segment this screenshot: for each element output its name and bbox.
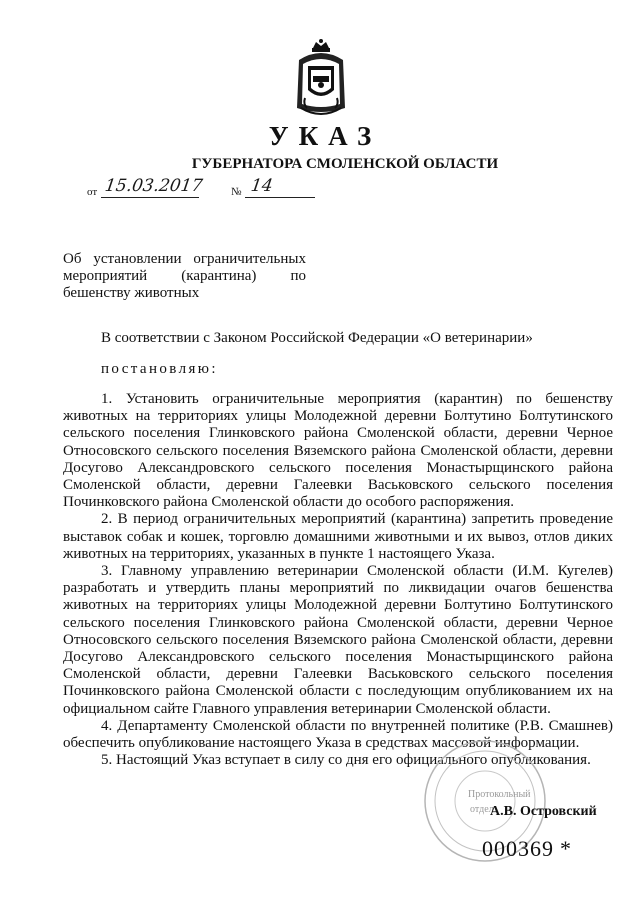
paragraph-4: 4. Департаменту Смоленской области по внутренней политике (Р.В. Смашнев) обеспечить опубликование настоящего Указа в средствах массовой информации. (63, 717, 613, 752)
coat-of-arms-emblem (291, 38, 351, 118)
date-prefix: от (87, 186, 98, 198)
paragraph-5: 5. Настоящий Указ вступает в силу со дня его официального опубликования. (101, 752, 591, 769)
paragraph-3: 3. Главному управлению ветеринарии Смоленской области (И.М. Кугелев) разработать и утвердить планы мероприятий по ликвидации очагов бешенства животных на территориях улицы Молодежной деревни Болтутино Болтутинского сельского поселения Глинковского района Смоленской области, деревни Черное Относовского сельского поселения Вяземского района Смоленской области, деревни Досугово Александровского сельского поселения Монастырщинского района Смоленской области, деревни Галеевки Васьковского сельского поселения Починковского района Смоленской области с последующим опубликованием их на официальном сайте Главного управления ветеринарии Смоленской области. (63, 563, 613, 717)
handwritten-number: 14 (249, 176, 275, 196)
decree-word: постановляю: (101, 361, 218, 377)
subject-line-3: бешенству животных (63, 285, 200, 301)
paragraph-2: 2. В период ограничительных мероприятий (карантина) запретить проведение выставок собак и кошек, торговлю домашними животными и их вывоз, отлов диких животных на территориях, указанных в пункте 1 настоящего Указа. (63, 511, 613, 562)
handwritten-date: 15.03.2017 (103, 176, 204, 196)
subject-line-2: мероприятий (карантина) по (63, 268, 306, 284)
preamble: В соответствии с Законом Российской Федерации «О ветеринарии» (101, 330, 533, 346)
serial-mark: * (560, 836, 571, 861)
number-prefix: № (231, 186, 242, 198)
stamp-line-2: отдел (470, 804, 494, 815)
document-subtitle: ГУБЕРНАТОРА СМОЛЕНСКОЙ ОБЛАСТИ (191, 156, 499, 172)
document-body (63, 391, 613, 769)
subject-line-1: Об установлении ограничительных (63, 251, 306, 267)
signer-name: А.В. Островский (490, 804, 597, 819)
paragraph-1: 1. Установить ограничительные мероприятия (карантин) по бешенству животных на территориях улицы Молодежной деревни Болтутино Болтутинского сельского поселения Глинковского района Смоленской области, деревни Черное Относовского сельского поселения Вяземского района Смоленской области, деревни Досугово Александровского сельского поселения Монастырщинского района Смоленской области, деревни Галеевки Васьковского сельского поселения Починковского района Смоленской области до особого распоряжения. (63, 391, 613, 511)
stamp-line-1: Протокольный (468, 789, 531, 800)
date-number-line (87, 178, 327, 200)
document-subject (63, 251, 306, 302)
serial-number: 000369 (482, 836, 554, 861)
document-title: УКАЗ (268, 121, 382, 151)
